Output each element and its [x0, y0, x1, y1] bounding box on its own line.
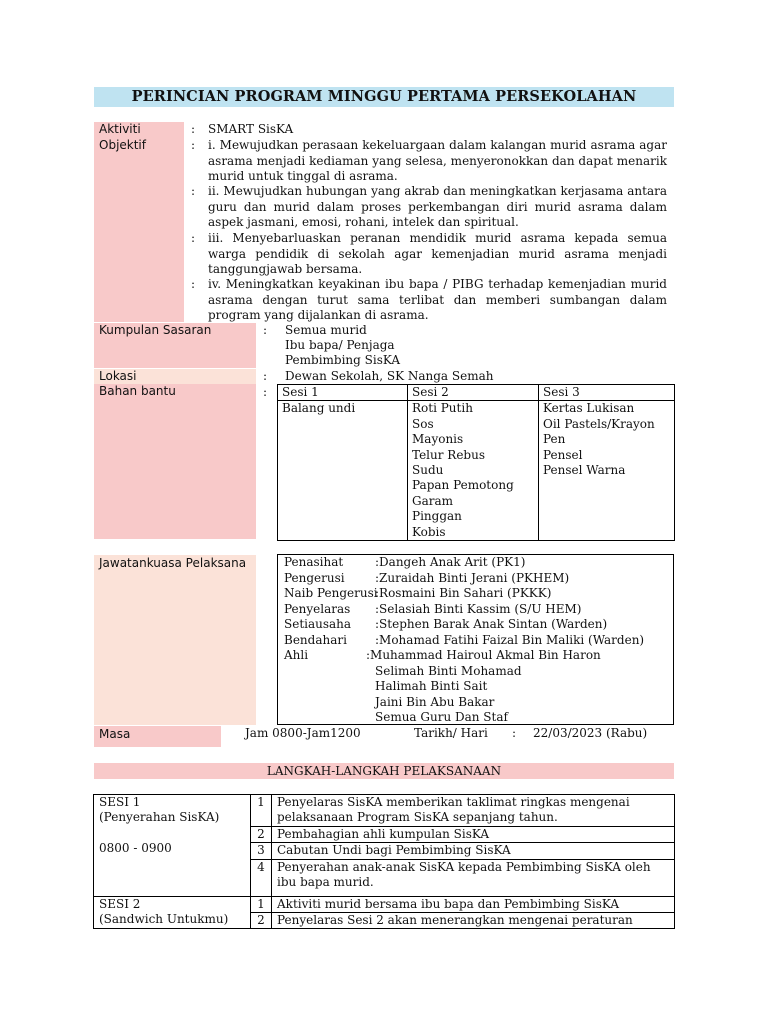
- list-item: Papan Pemotong: [412, 478, 514, 493]
- list-item: Sudu: [412, 463, 444, 478]
- step-number: 2: [251, 913, 272, 929]
- colon: :: [263, 385, 268, 399]
- jk-name: :Muhammad Hairoul Akmal Bin Haron: [366, 648, 601, 662]
- page-title: PERINCIAN PROGRAM MINGGU PERTAMA PERSEKOLAHAN: [94, 87, 674, 107]
- kumpulan-sasaran-label: Kumpulan Sasaran: [94, 323, 256, 368]
- list-item: Roti Putih: [412, 401, 473, 416]
- bahan-sesi-3-cell: [539, 401, 675, 541]
- list-item: Pensel Warna: [543, 463, 626, 478]
- sesi-1-cell: [94, 795, 251, 897]
- step-text: Penyerahan anak-anak SisKA kepada Pembimbing SisKA oleh ibu bapa murid.: [272, 859, 675, 896]
- objektif-item-1: i. Mewujudkan perasaan kekeluargaan dalam kalangan murid asrama agar asrama menjadi kediaman yang selesa, menyeronokkan dan dapat menarik murid untuk tinggal di asrama.: [208, 138, 667, 183]
- jk-role: Pengerusi: [284, 570, 345, 585]
- jk-role: Penasihat: [284, 555, 344, 569]
- jk-role: Setiausaha: [284, 617, 352, 631]
- jk-name: Jaini Bin Abu Bakar: [375, 694, 495, 709]
- step-number: 2: [251, 826, 272, 842]
- jawatankuasa-label: Jawatankuasa Pelaksana: [94, 555, 256, 725]
- langkah-table: [93, 794, 675, 929]
- aktiviti-value: SMART SisKA: [208, 122, 294, 136]
- sesi-name: SESI 1: [99, 795, 141, 809]
- aktiviti-label: Aktiviti: [94, 122, 184, 138]
- jk-name: :Dangeh Anak Arit (PK1): [375, 555, 526, 569]
- list-item: Pinggan: [412, 509, 462, 524]
- langkah-title: LANGKAH-LANGKAH PELAKSANAAN: [94, 763, 674, 779]
- jk-name: :Stephen Barak Anak Sintan (Warden): [375, 617, 608, 631]
- step-text: Pembahagian ahli kumpulan SisKA: [272, 826, 675, 842]
- list-item: Pensel: [543, 447, 583, 462]
- masa-label: Masa: [94, 726, 221, 747]
- step-number: 3: [251, 843, 272, 859]
- sesi-sub: (Penyerahan SisKA): [99, 810, 220, 825]
- bahan-sesi-1-cell: [278, 401, 408, 541]
- sesi-sub: (Sandwich Untukmu): [99, 912, 229, 927]
- sesi-2-cell: [94, 896, 251, 929]
- bahan-bantu-table: [277, 384, 675, 541]
- colon: :: [191, 231, 196, 245]
- jk-role: Bendahari: [284, 632, 347, 647]
- list-item: Kobis: [412, 524, 446, 539]
- step-number: 4: [251, 859, 272, 896]
- objektif-item-4: iv. Meningkatkan keyakinan ibu bapa / PIBG terhadap kemenjadian murid asrama dengan turut sama terlibat dan memberi sumbangan dalam program yang dijalankan di asrama.: [208, 277, 667, 322]
- step-text: Penyelaras SisKA memberikan taklimat ringkas mengenai pelaksanaan Program SisKA sepanjang tahun.: [272, 795, 675, 827]
- jk-name: :Mohamad Fatihi Faizal Bin Maliki (Warden): [375, 632, 645, 647]
- lokasi-value: Dewan Sekolah, SK Nanga Semah: [285, 369, 494, 383]
- tarikh-label: Tarikh/ Hari: [414, 726, 488, 740]
- bahan-bantu-label: Bahan bantu: [94, 384, 256, 539]
- kumpulan-value-2: Ibu bapa/ Penjaga: [285, 338, 395, 352]
- colon: :: [263, 369, 268, 383]
- colon: :: [191, 277, 196, 291]
- colon: :: [263, 323, 268, 337]
- list-item: Mayonis: [412, 432, 464, 447]
- step-text: Aktiviti murid bersama ibu bapa dan Pembimbing SisKA: [272, 896, 675, 912]
- step-number: 1: [251, 896, 272, 912]
- colon: :: [512, 726, 517, 740]
- list-item: Pen: [543, 432, 566, 447]
- step-number: 1: [251, 795, 272, 827]
- sesi-name: SESI 2: [99, 896, 141, 911]
- jk-role: Ahli: [284, 648, 309, 662]
- colon: :: [191, 184, 196, 198]
- list-item: Oil Pastels/Krayon: [543, 416, 655, 431]
- list-item: Kertas Lukisan: [543, 401, 635, 416]
- lokasi-label: Lokasi: [94, 369, 256, 384]
- jk-name: :Selasiah Binti Kassim (S/U HEM): [375, 601, 582, 616]
- kumpulan-value-1: Semua murid: [285, 323, 367, 337]
- masa-value: Jam 0800-Jam1200: [245, 726, 361, 740]
- jk-name: :Zuraidah Binti Jerani (PKHEM): [375, 570, 570, 585]
- jk-name: Semua Guru Dan Staf: [375, 710, 508, 724]
- table-header-sesi-1: Sesi 1: [278, 385, 408, 401]
- jk-name: Halimah Binti Sait: [375, 679, 488, 693]
- list-item: Balang undi: [282, 401, 356, 416]
- sesi-time: 0800 - 0900: [99, 840, 172, 855]
- list-item: Telur Rebus: [412, 447, 485, 462]
- jk-role: Penyelaras: [284, 601, 351, 616]
- step-text: Cabutan Undi bagi Pembimbing SisKA: [272, 843, 675, 859]
- colon: :: [191, 138, 196, 152]
- step-text: Penyelaras Sesi 2 akan menerangkan mengenai peraturan: [272, 913, 675, 929]
- bahan-sesi-2-cell: [408, 401, 539, 541]
- list-item: Garam: [412, 493, 454, 508]
- jk-name: Selimah Binti Mohamad: [375, 663, 522, 678]
- tarikh-value: 22/03/2023 (Rabu): [533, 726, 648, 740]
- table-header-sesi-3: Sesi 3: [539, 385, 675, 401]
- table-header-sesi-2: Sesi 2: [408, 385, 539, 401]
- jawatankuasa-box: [277, 554, 674, 725]
- colon: :: [191, 122, 196, 136]
- list-item: Sos: [412, 416, 434, 431]
- jk-role: Naib Pengerusi: [284, 586, 378, 600]
- jk-name: :Rosmaini Bin Sahari (PKKK): [375, 586, 552, 600]
- objektif-item-2: ii. Mewujudkan hubungan yang akrab dan meningkatkan kerjasama antara guru dan murid dalam proses perkembangan diri murid asrama dalam aspek jasmani, emosi, rohani, intelek dan spiritual.: [208, 184, 667, 229]
- kumpulan-value-3: Pembimbing SisKA: [285, 353, 401, 367]
- objektif-item-3: iii. Menyebarluaskan peranan mendidik murid asrama kepada semua warga pendidik di sekolah agar kemenjadian murid asrama menjadi tanggungjawab bersama.: [208, 231, 667, 276]
- objektif-label: Objektif: [94, 138, 184, 322]
